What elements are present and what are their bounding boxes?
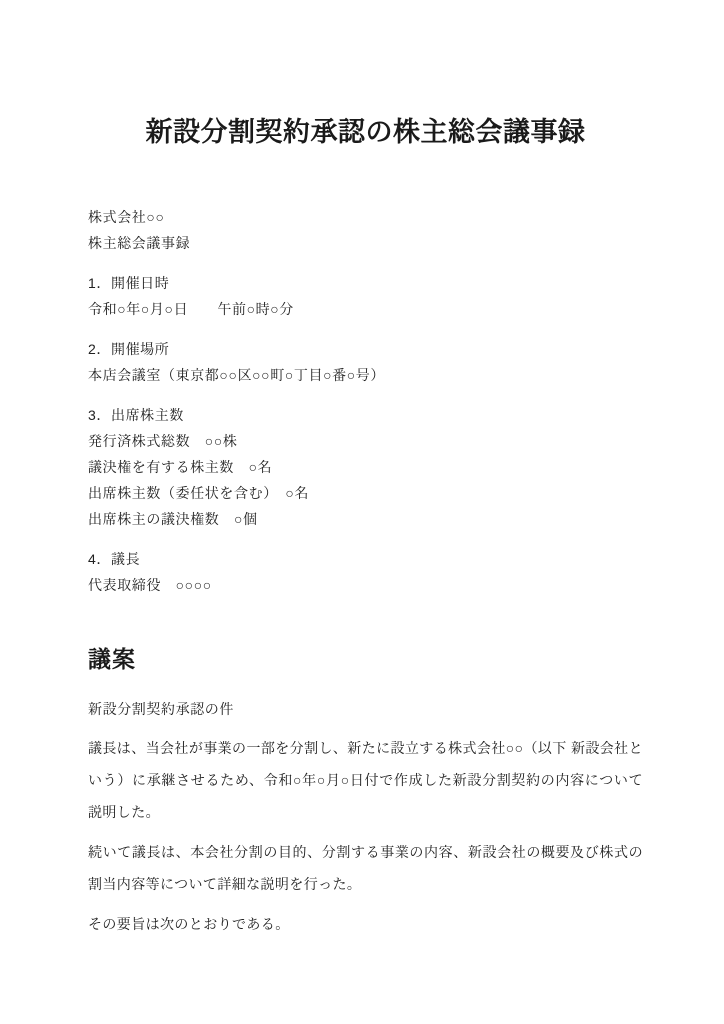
section-meeting-place	[88, 336, 643, 388]
company-name: 株式会社○○	[88, 209, 165, 225]
document-header	[88, 204, 643, 256]
attending-voting-rights-count: 出席株主の議決権数 ○個	[88, 511, 258, 527]
voting-shareholders-count: 議決権を有する株主数 ○名	[88, 459, 273, 475]
agenda-paragraph-explanation: 議長は、当会社が事業の一部を分割し、新たに設立する株式会社○○（以下 新設会社という）に承継させるため、令和○年○月○日付で作成した新設分割契約の内容について説明した。	[88, 740, 643, 820]
document-title: 新設分割契約承認の株主総会議事録	[145, 117, 586, 147]
section-chairman	[88, 546, 643, 598]
attending-shareholders-count: 出席株主数（委任状を含む） ○名	[88, 485, 310, 501]
section-attending-shareholders	[88, 402, 643, 532]
section-heading-chairman: 4．議長	[88, 551, 141, 567]
document-subtitle: 株主総会議事録	[88, 235, 191, 251]
section-heading-datetime: 1．開催日時	[88, 275, 170, 291]
meeting-place-value: 本店会議室（東京都○○区○○町○丁目○番○号）	[88, 367, 385, 383]
agenda-paragraph-details: 続いて議長は、本会社分割の目的、分割する事業の内容、新設会社の概要及び株式の割当内容等について詳細な説明を行った。	[88, 844, 643, 892]
agenda-heading: 議案	[88, 646, 136, 672]
section-heading-place: 2．開催場所	[88, 341, 170, 357]
meeting-datetime-value: 令和○年○月○日 午前○時○分	[88, 301, 294, 317]
agenda-subject: 新設分割契約承認の件	[88, 701, 234, 717]
section-heading-attendance: 3．出席株主数	[88, 407, 184, 423]
agenda-paragraph-summary-lead: その要旨は次のとおりである。	[88, 916, 290, 932]
section-meeting-datetime	[88, 270, 643, 322]
issued-shares-total: 発行済株式総数 ○○株	[88, 433, 238, 449]
chairman-name: 代表取締役 ○○○○	[88, 577, 212, 593]
